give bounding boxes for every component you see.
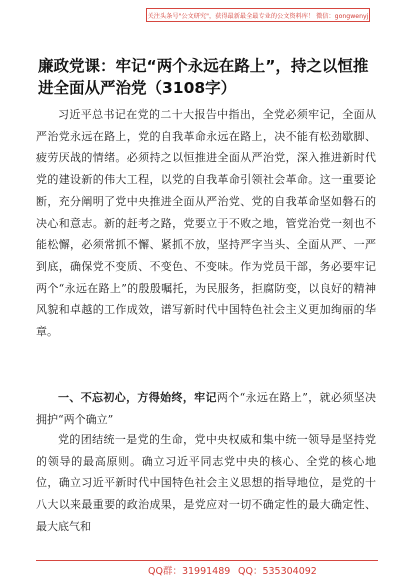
document-title: 廉政党课：牢记“两个永远在路上”，持之以恒推进全面从严治党（3108字） [38, 57, 369, 97]
header-notice-text: 关注头条号"公文研究"，获得最新最全最专业的公文资料库！ 微信：gongwenyj [147, 12, 369, 20]
body-paragraph: 习近平总书记在党的二十大报告中指出，全党必须牢记，全面从严治党永远在路上，党的自我革命永远在路上，决不能有松劲歇脚、疲劳厌战的情绪。必须持之以恒推进全面从严治党，深入推进新时代党的建设新的伟大工程，以党的自我革命引领社会革命。这一重要论断，充分阐明了党中央推进全面从严治党、党的自我革命坚如磐石的决心和意志。新的赶考之路，党要立于不败之地，管党治党一刻也不能松懈，必须常抓不懈、紧抓不放，坚持严字当头、全面从严、一严到底，确保党不变质、不变色、不变味。作为党员干部，务必要牢记两个“永远在路上”的殷殷嘱托，为民服务，拒腐防变，以良好的精神风貌和卓越的工作成效，谱写新时代中国特色社会主义更加绚丽的华章。 [36, 108, 376, 339]
footer-qq-number: QQ：535304092 [238, 566, 317, 577]
body-paragraph: 党的团结统一是党的生命，党中央权威和集中统一领导是坚持党的领导的最高原则。确立习近平同志党中央的核心、全党的核心地位，确立习近平新时代中国特色社会主义思想的指导地位，是党的十八大以来最重要的政治成果，是党应对一切不确定性的最大确定性、最大底气和 [36, 433, 376, 533]
section-heading [36, 387, 376, 430]
footer [0, 561, 408, 577]
section-heading-bold: 一、不忘初心，方得始终，牢记 [58, 391, 217, 404]
header-notice-banner [146, 8, 370, 22]
footer-qq-group: QQ群：31991489 [148, 566, 231, 577]
section-heading-rest: 两个“永远在路上”，就必须坚决拥护“两个确立” [36, 391, 376, 426]
